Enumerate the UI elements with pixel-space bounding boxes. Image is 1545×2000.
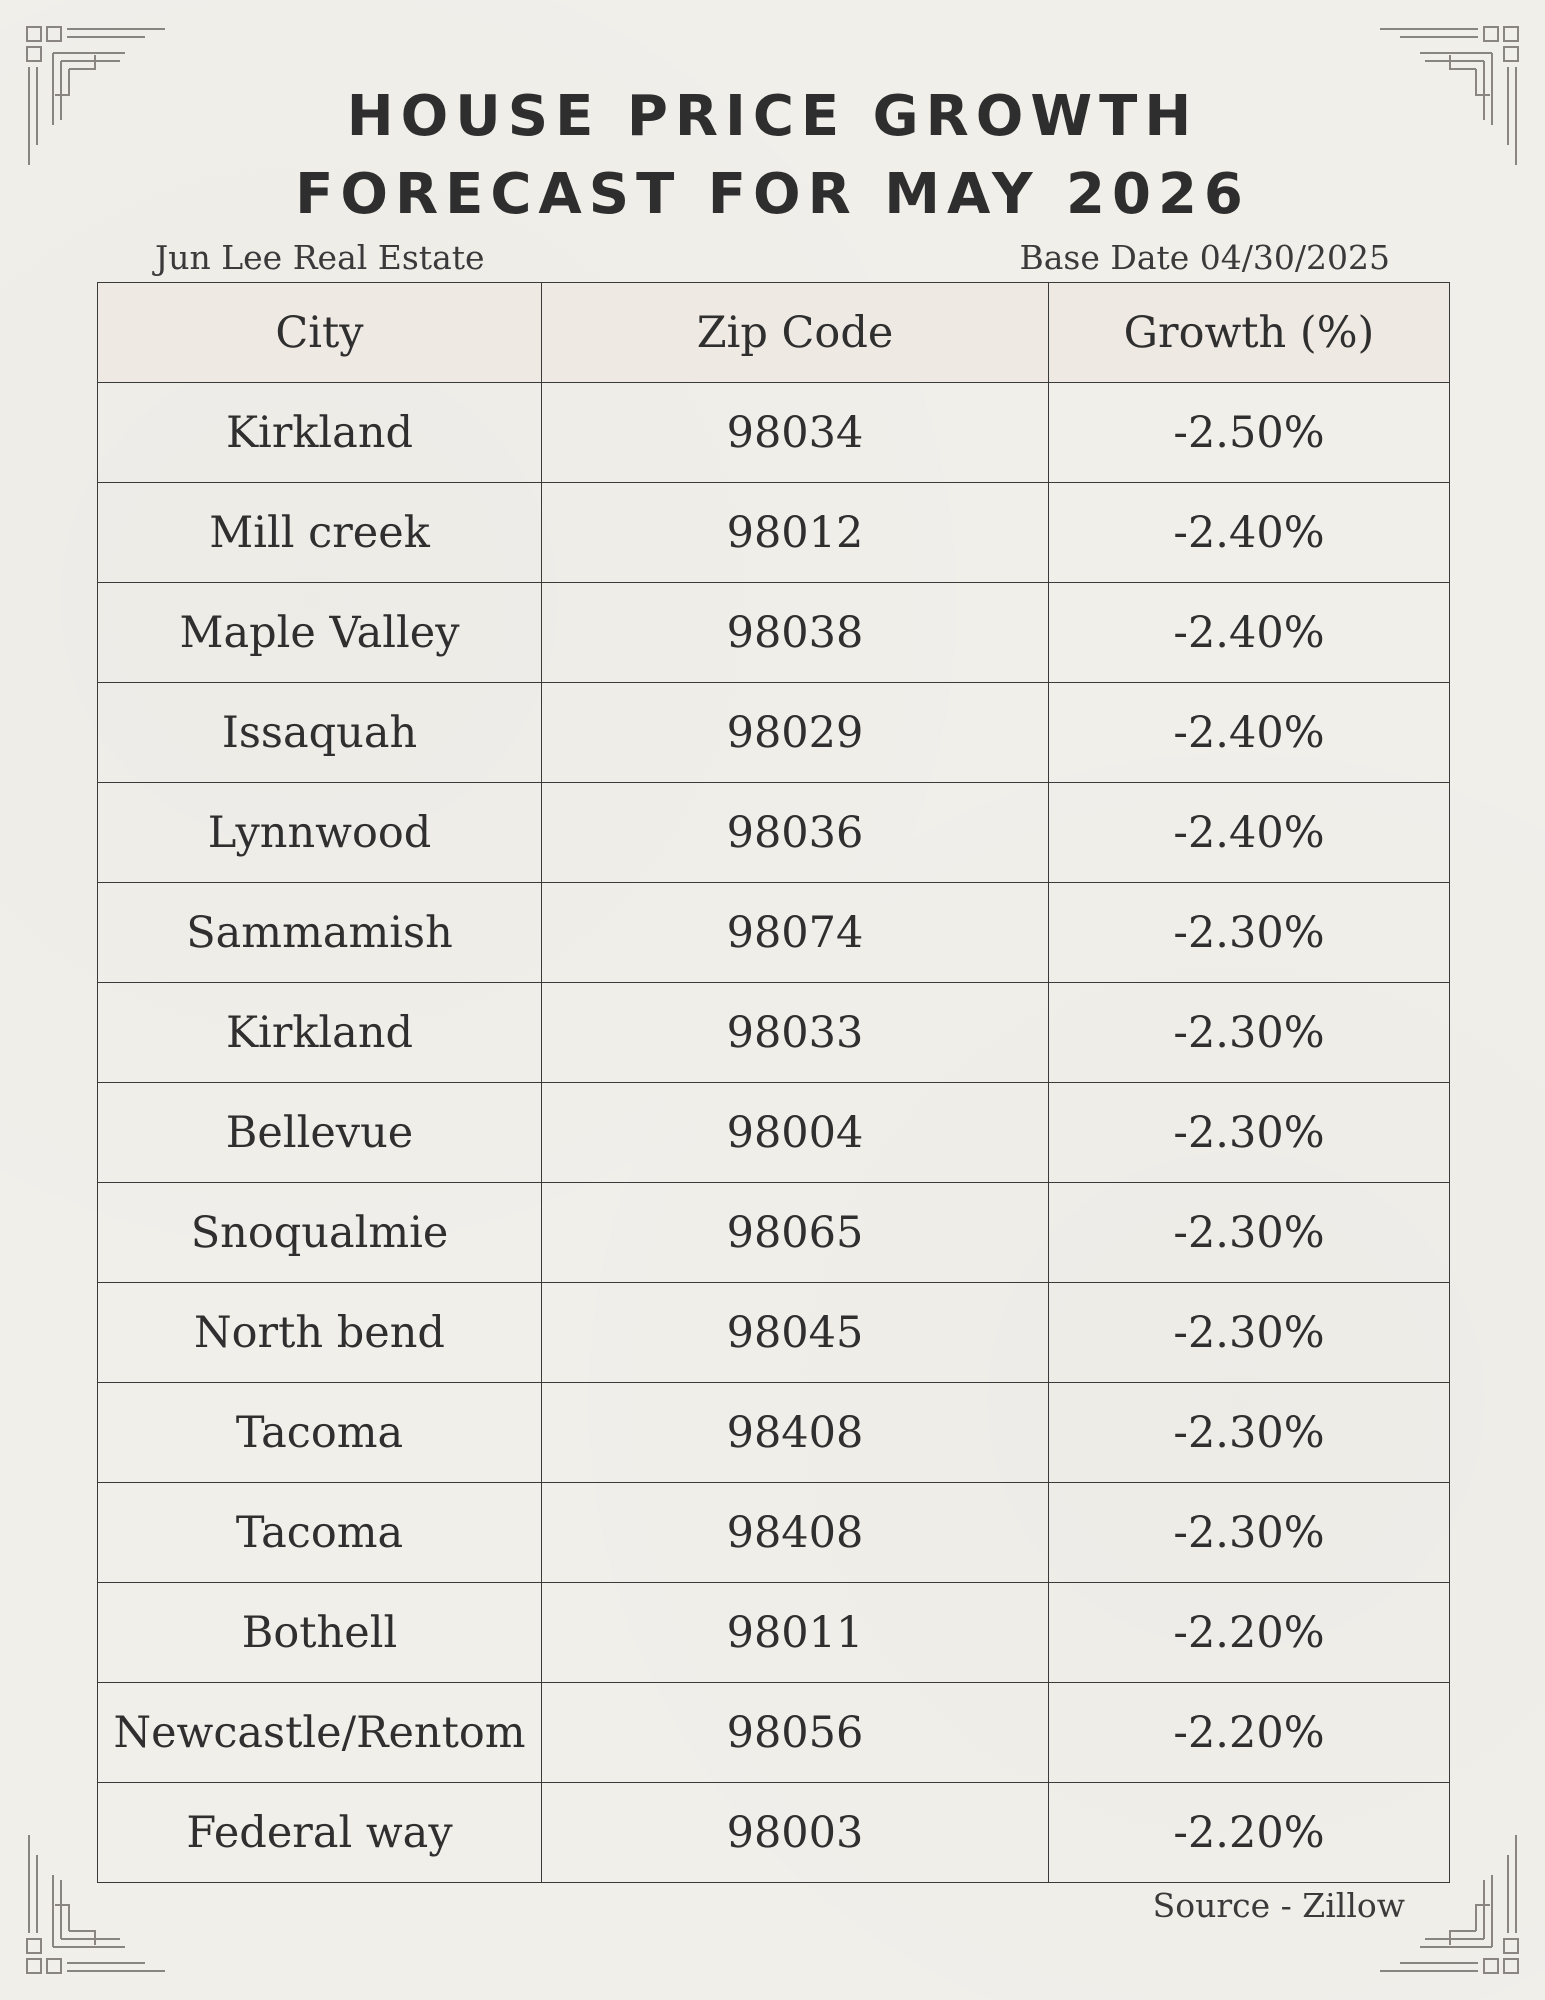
table-row: [98, 983, 1450, 1083]
city-cell: Bellevue: [98, 1083, 542, 1183]
city-cell: North bend: [98, 1283, 542, 1383]
table-row: [98, 383, 1450, 483]
zip-cell: 98408: [542, 1383, 1049, 1483]
growth-cell: -2.30%: [1049, 883, 1450, 983]
source-note: Source - Zillow: [1152, 1886, 1405, 1925]
zip-cell: 98036: [542, 783, 1049, 883]
growth-cell: -2.30%: [1049, 1083, 1450, 1183]
table-row: [98, 1183, 1450, 1283]
city-cell: Bothell: [98, 1583, 542, 1683]
city-cell: Newcastle/Rentom: [98, 1683, 542, 1783]
growth-cell: -2.20%: [1049, 1583, 1450, 1683]
city-cell: Federal way: [98, 1783, 542, 1883]
city-cell: Lynnwood: [98, 783, 542, 883]
table-row: [98, 1383, 1450, 1483]
table-row: [98, 1683, 1450, 1783]
table-row: [98, 1083, 1450, 1183]
table-row: [98, 1483, 1450, 1583]
zip-cell: 98056: [542, 1683, 1049, 1783]
city-cell: Kirkland: [98, 383, 542, 483]
zip-cell: 98004: [542, 1083, 1049, 1183]
city-cell: Kirkland: [98, 983, 542, 1083]
zip-cell: 98011: [542, 1583, 1049, 1683]
city-cell: Tacoma: [98, 1383, 542, 1483]
city-cell: Tacoma: [98, 1483, 542, 1583]
table-row: [98, 683, 1450, 783]
table-row: [98, 483, 1450, 583]
growth-cell: -2.40%: [1049, 483, 1450, 583]
growth-cell: -2.20%: [1049, 1783, 1450, 1883]
growth-cell: -2.50%: [1049, 383, 1450, 483]
zip-cell: 98012: [542, 483, 1049, 583]
table-row: [98, 1783, 1450, 1883]
zip-cell: 98003: [542, 1783, 1049, 1883]
zip-cell: 98065: [542, 1183, 1049, 1283]
forecast-table: [97, 282, 1450, 1883]
column-header-city: City: [98, 283, 542, 383]
company-name: Jun Lee Real Estate: [155, 238, 485, 277]
column-header-growth: Growth (%): [1049, 283, 1450, 383]
title-line-2: FORECAST FOR MAY 2026: [295, 162, 1250, 227]
growth-cell: -2.40%: [1049, 583, 1450, 683]
growth-cell: -2.30%: [1049, 1483, 1450, 1583]
zip-cell: 98408: [542, 1483, 1049, 1583]
growth-cell: -2.40%: [1049, 783, 1450, 883]
growth-cell: -2.30%: [1049, 1183, 1450, 1283]
table-row: [98, 883, 1450, 983]
zip-cell: 98029: [542, 683, 1049, 783]
zip-cell: 98045: [542, 1283, 1049, 1383]
table-row: [98, 1283, 1450, 1383]
zip-cell: 98038: [542, 583, 1049, 683]
table-row: [98, 1583, 1450, 1683]
growth-cell: -2.30%: [1049, 983, 1450, 1083]
column-header-zip: Zip Code: [542, 283, 1049, 383]
city-cell: Issaquah: [98, 683, 542, 783]
growth-cell: -2.30%: [1049, 1283, 1450, 1383]
growth-cell: -2.40%: [1049, 683, 1450, 783]
table-header-row: [98, 283, 1450, 383]
zip-cell: 98033: [542, 983, 1049, 1083]
zip-cell: 98034: [542, 383, 1049, 483]
growth-cell: -2.30%: [1049, 1383, 1450, 1483]
city-cell: Snoqualmie: [98, 1183, 542, 1283]
city-cell: Sammamish: [98, 883, 542, 983]
city-cell: Maple Valley: [98, 583, 542, 683]
title-line-1: HOUSE PRICE GROWTH: [346, 84, 1199, 149]
city-cell: Mill creek: [98, 483, 542, 583]
page-title: [0, 78, 1545, 234]
zip-cell: 98074: [542, 883, 1049, 983]
table-row: [98, 783, 1450, 883]
base-date: Base Date 04/30/2025: [1019, 238, 1390, 277]
table-row: [98, 583, 1450, 683]
growth-cell: -2.20%: [1049, 1683, 1450, 1783]
